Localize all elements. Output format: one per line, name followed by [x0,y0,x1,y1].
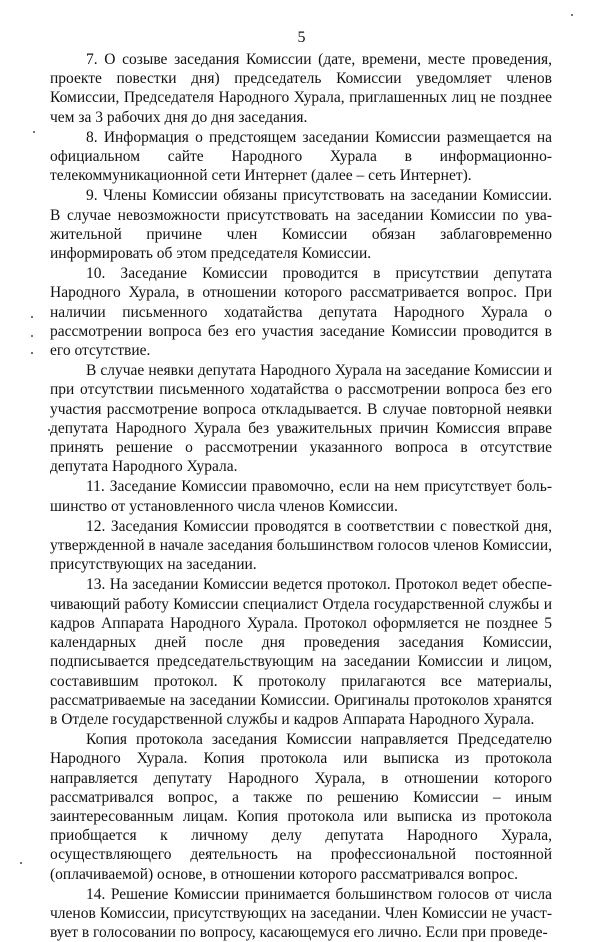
paragraph-13-continued: Копия протокола заседания Комиссии направляется Председателю Народного Хурала. Копия протокола или выписка из протокола направляется депутату Народного Хурала, в отношении которого рассматривался вопрос, а также по решению Комиссии – иным заинтересованным лицам. Копия протокола или выписка из протокола приобщается к личному делу депутата Народного Хурала, осуществляющего деятельность на профессиональной постоянной (оплачиваемой) основе, в отношении которого рассматривался вопрос. [50,731,552,883]
page-number: 5 [297,29,306,46]
scan-speck [31,335,33,337]
paragraph-14: 14. Решение Комиссии принимается большинством голосов от числа членов Комиссии, присутствующих на заседании. Член Комиссии не участвует в голосовании по вопросу, касающемуся его лично. Если при проведе- [50,885,552,942]
scan-speck [20,862,22,864]
paragraph-10-continued: В случае неявки депутата Народного Хурала на заседание Комиссии и при отсутствии письменного ходатайства о рассмотрении вопроса без его участия рассмотрение вопроса откладывается. В случае повторной неявки депутата Народного Хурала без уважительных причин Комиссия вправе принять решение о рассмотрении указанного вопроса в отсутствие депутата Народного Хурала. [50,362,552,476]
document-body [50,50,552,942]
paragraph-13: 13. На заседании Комиссии ведется протокол. Протокол ведет обеспечивающий работу Комиссии специалист Отдела государственной службы и кадров Аппарата Народного Хурала. Протокол оформляется не позднее 5 календарных дней после дня проведения заседания Комиссии, подписывается председательствующим на заседании Комиссии и лицом, составившим протокол. К протоколу прилагаются все материалы, рассматриваемые на заседании Комиссии. Оригиналы протоколов хранятся в Отделе государственной службы и кадров Аппарата Народного Хурала. [50,576,552,728]
scan-speck [571,14,573,16]
paragraph-9: 9. Члены Комиссии обязаны присутствовать на заседании Комиссии. В случае невозможности присутствовать на заседании Комиссии по уважительной причине член Комиссии обязан заблаговременно информировать об этом председателя Комиссии. [50,187,552,263]
paragraph-8: 8. Информация о предстоящем заседании Комиссии размещается на официальном сайте Народного Хурала в информационно-телекоммуникационной сети Интернет (далее – сеть Интернет). [50,128,552,185]
scan-speck [33,131,35,133]
scan-speck [31,352,33,354]
scan-speck [48,429,50,431]
paragraph-11: 11. Заседание Комиссии правомочно, если на нем присутствует большинство от установленного числа членов Комиссии. [50,478,552,515]
paragraph-10: 10. Заседание Комиссии проводится в присутствии депутата Народного Хурала, в отношении которого рассматривается вопрос. При наличии письменного ходатайства депутата Народного Хурала о рассмотрении вопроса без его участия заседание Комиссии проводится в его отсутствие. [50,265,552,360]
scan-speck [31,316,33,318]
paragraph-7: 7. О созыве заседания Комиссии (дате, времени, месте проведения, проекте повестки дня) председатель Комиссии уведомляет членов Комиссии, Председателя Народного Хурала, приглашенных лиц не позднее чем за 3 рабочих дня до дня заседания. [50,51,552,126]
paragraph-12: 12. Заседания Комиссии проводятся в соответствии с повесткой дня, утвержденной в начале заседания большинством голосов членов Комиссии, присутствующих на заседании. [50,517,552,574]
